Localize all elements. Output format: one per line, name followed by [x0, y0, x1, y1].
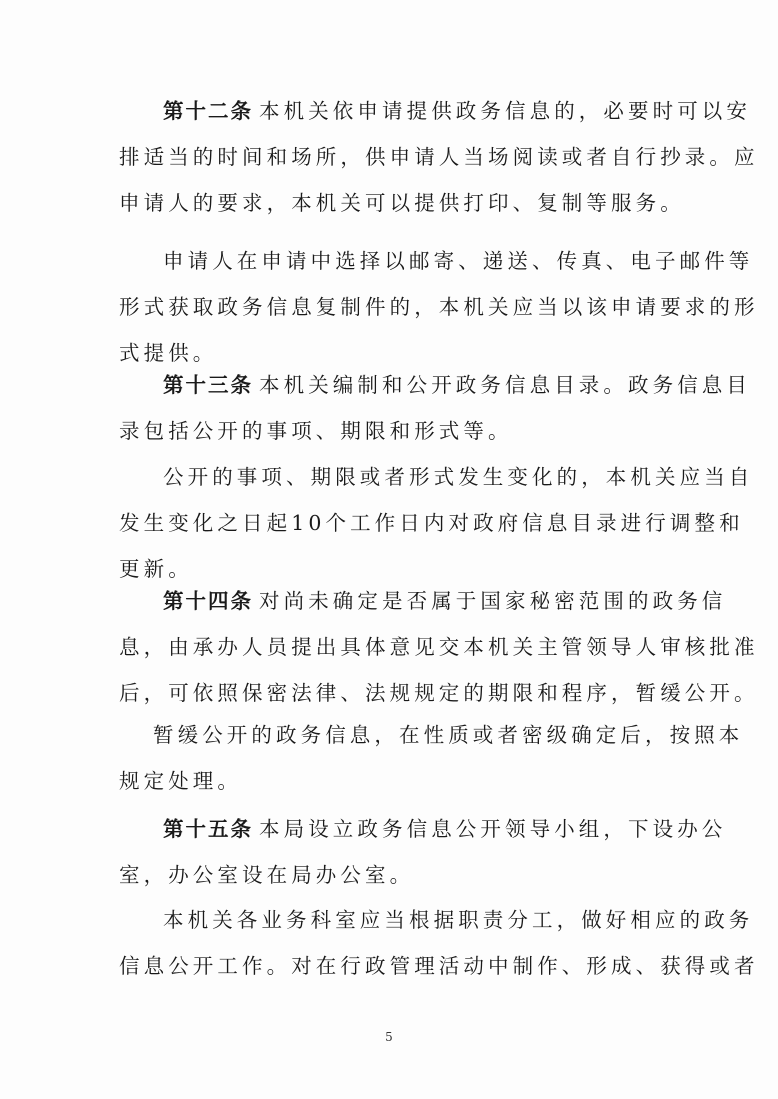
paragraph-line	[163, 814, 726, 844]
paragraph-line: 规定处理。	[119, 769, 242, 793]
article-heading: 第十四条	[163, 589, 253, 613]
paragraph-line: 发生变化之日起10个工作日内对政府信息目录进行调整和	[119, 511, 744, 535]
paragraph-line: 本机关各业务科室应当根据职责分工，做好相应的政务	[163, 908, 754, 932]
article-heading: 第十五条	[163, 817, 253, 841]
paragraph-line: 排适当的时间和场所，供申请人当场阅读或者自行抄录。应	[119, 145, 759, 169]
paragraph-line: 公开的事项、期限或者形式发生变化的，本机关应当自	[163, 465, 754, 489]
paragraph-line	[163, 96, 751, 126]
paragraph-line: 申请人的要求，本机关可以提供打印、复制等服务。	[119, 191, 685, 215]
paragraph-line: 后，可依照保密法律、法规规定的期限和程序，暂缓公开。	[119, 681, 759, 705]
paragraph-line	[163, 586, 726, 616]
paragraph-line: 录包括公开的事项、期限和形式等。	[119, 419, 513, 443]
line-text: 本机关编制和公开政务信息目录。政务信息目	[259, 373, 751, 397]
paragraph-line: 信息公开工作。对在行政管理活动中制作、形成、获得或者	[119, 954, 759, 978]
paragraph-line	[163, 370, 751, 400]
line-text: 本机关依申请提供政务信息的，必要时可以安	[259, 99, 751, 123]
article-heading: 第十二条	[163, 99, 253, 123]
paragraph-line: 更新。	[119, 557, 193, 581]
paragraph-line: 申请人在申请中选择以邮寄、递送、传真、电子邮件等	[163, 249, 754, 273]
article-heading: 第十三条	[163, 373, 253, 397]
page-number: 5	[385, 1030, 393, 1044]
paragraph-line: 形式获取政务信息复制件的，本机关应当以该申请要求的形	[119, 295, 759, 319]
paragraph-line: 室，办公室设在局办公室。	[119, 863, 415, 887]
paragraph-line: 式提供。	[119, 341, 218, 365]
paragraph-line: 息，由承办人员提出具体意见交本机关主管领导人审核批准	[119, 635, 759, 659]
line-text: 本局设立政务信息公开领导小组，下设办公	[259, 817, 727, 841]
paragraph-line: 暂缓公开的政务信息，在性质或者密级确定后，按照本	[153, 723, 744, 747]
line-text: 对尚未确定是否属于国家秘密范围的政务信	[259, 589, 727, 613]
